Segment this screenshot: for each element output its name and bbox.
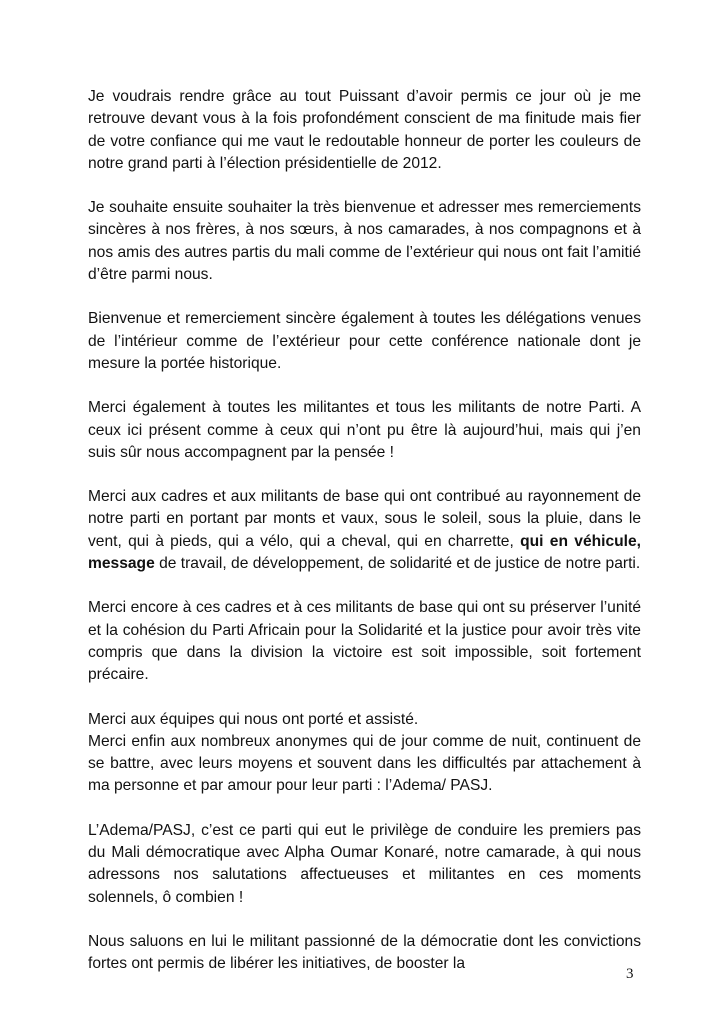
document-body [88,86,641,998]
paragraph-5-part-1: Merci aux cadres et aux militants de base qui ont contribué au rayonnement de notre parti en portant par monts et vaux, sous le soleil, sous la pluie, dans le vent, qui à pieds, qui a vélo, qui a cheval, qui en charrette, [88,488,641,550]
paragraph-10: Nous saluons en lui le militant passionné de la démocratie dont les convictions fortes ont permis de libérer les initiatives, de booster la [88,932,641,973]
paragraph-2: Je souhaite ensuite souhaiter la très bienvenue et adresser mes remerciements sincères à nos frères, à nos sœurs, à nos camarades, à nos compagnons et à nos amis des autres partis du mali comme de l’extérieur qui nous ont fait l’amitié d’être parmi nous. [88,199,641,284]
paragraph-5-bold-phrase: qui en véhicule, message [88,532,642,573]
paragraph-6: Merci encore à ces cadres et à ces militants de base qui ont su préserver l’unité et la cohésion du Parti Africain pour la Solidarité et la justice pour avoir très vite compris que dans la division la victoire est soit impossible, soit fortement précaire. [88,599,641,684]
page-number: 3 [626,966,634,982]
paragraph-8: Merci enfin aux nombreux anonymes qui de jour comme de nuit, continuent de se battre, avec leurs moyens et souvent dans les difficultés par attachement à ma personne et par amour pour leur parti : l’Adema/ PASJ. [88,732,641,795]
paragraph-5-part-2: de travail, de développement, de solidarité et de justice de notre parti. [154,555,641,573]
paragraph-1: Je voudrais rendre grâce au tout Puissant d’avoir permis ce jour où je me retrouve devant vous à la fois profondément conscient de ma finitude mais fier de votre confiance qui me vaut le redoutable honneur de porter les couleurs de notre grand parti à l’élection présidentielle de 2012. [88,88,641,172]
paragraph-4: Merci également à toutes les militantes et tous les militants de notre Parti. A ceux ici présent comme à ceux qui n’ont pu être là aujourd’hui, mais qui j’en suis sûr nous accompagnent par la pensée ! [88,399,641,461]
paragraph-3: Bienvenue et remerciement sincère également à toutes les délégations venues de l’intérieur comme de l’extérieur pour cette conférence nationale dont je mesure la portée historique. [88,310,641,372]
paragraph-9: L’Adema/PASJ, c’est ce parti qui eut le privilège de conduire les premiers pas du Mali démocratique avec Alpha Oumar Konaré, notre camarade, à qui nous adressons nos salutations affectueuses et militantes en ces moments solennels, ô combien ! [88,821,641,906]
paragraph-7: Merci aux équipes qui nous ont porté et assisté. [88,710,419,728]
paragraph-5 [88,486,641,575]
